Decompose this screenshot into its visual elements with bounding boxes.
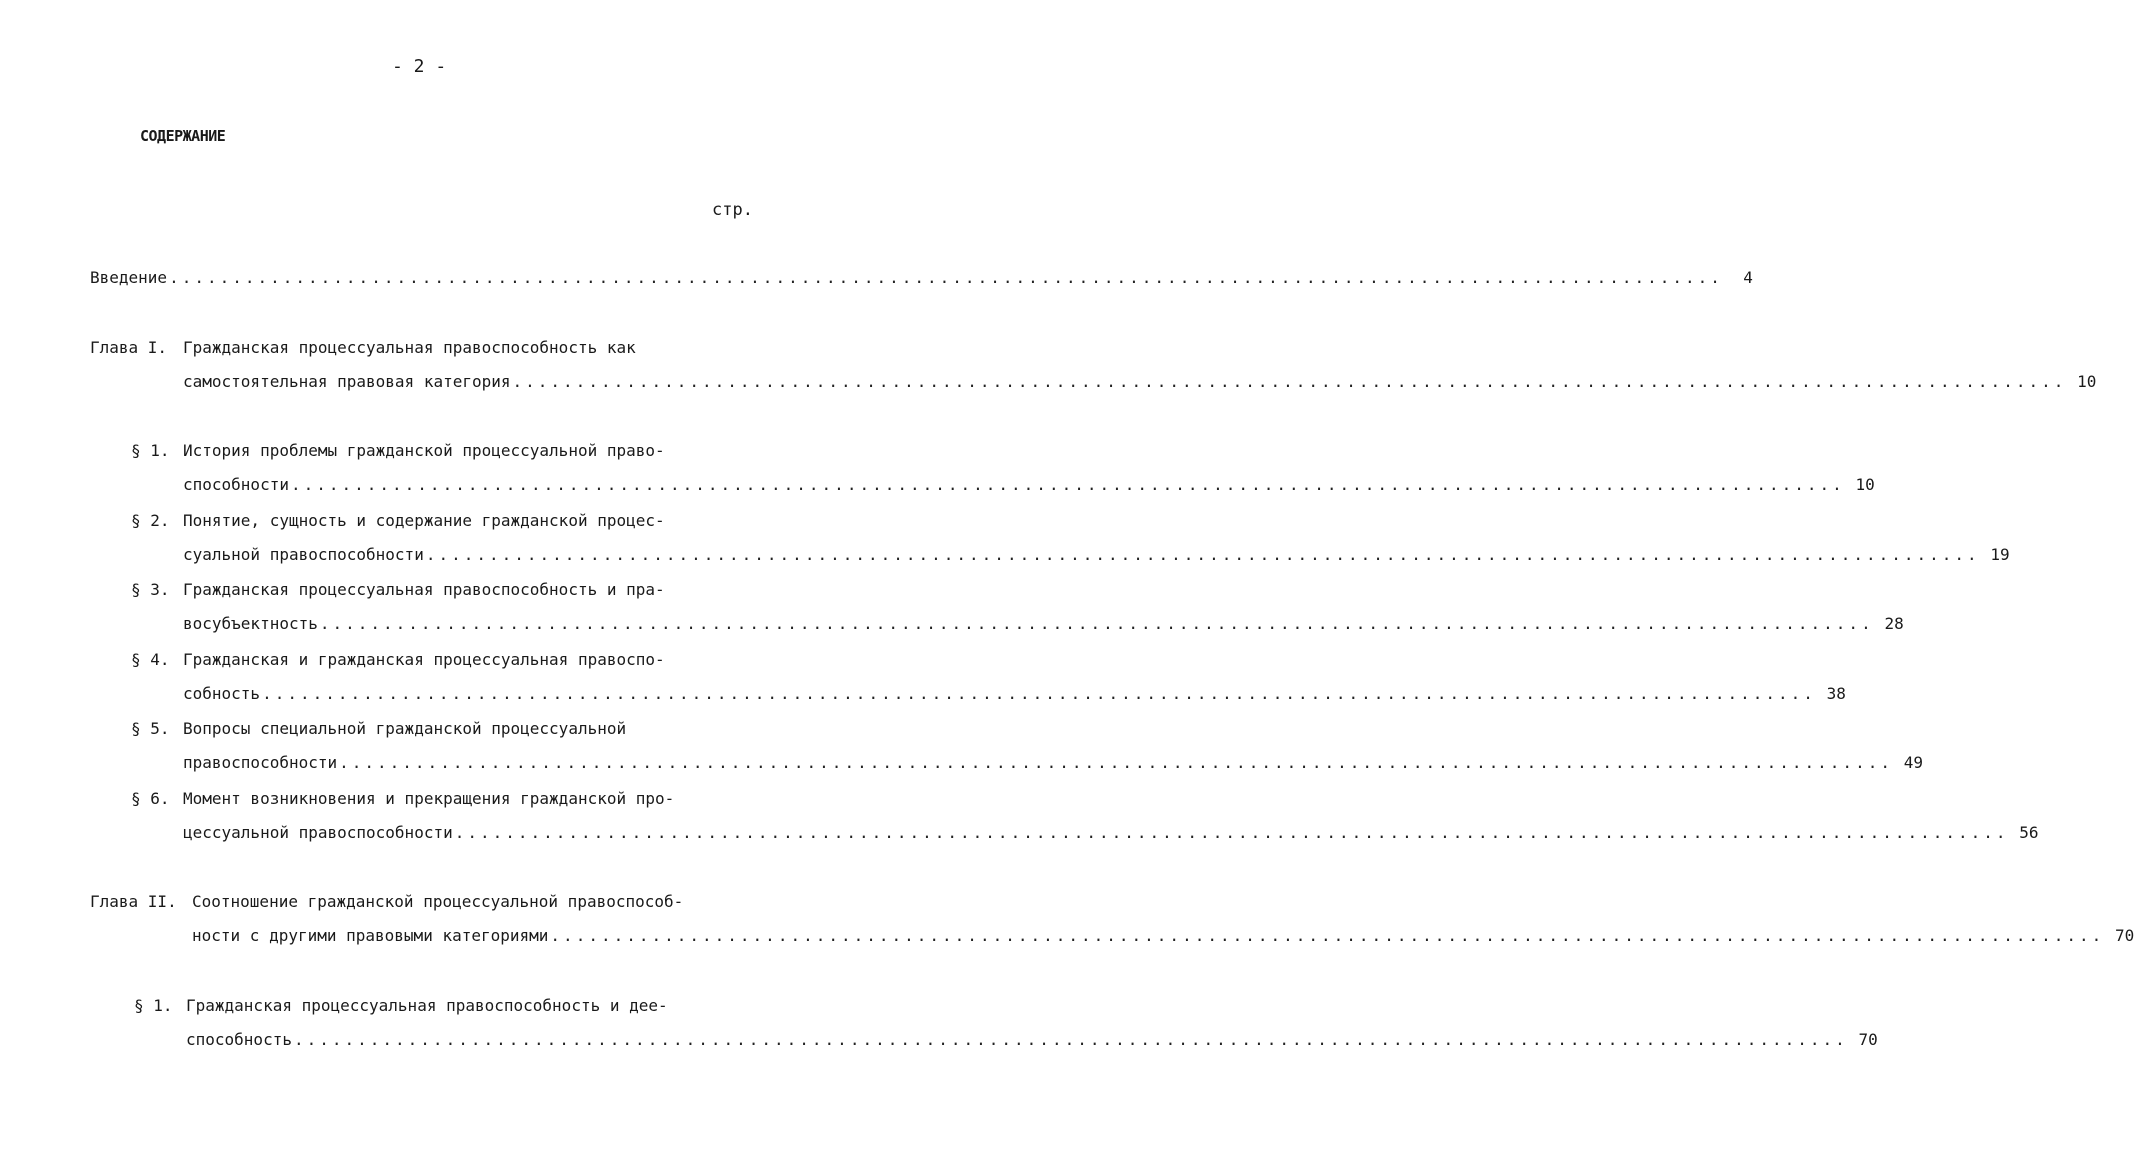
- toc-page-number: 56: [2019, 823, 2039, 842]
- leader-dots: ...........................................................................................................................: [319, 614, 1874, 633]
- toc-entry-ch1-sec1[interactable]: [183, 475, 1875, 494]
- toc-entry-ch1-sec6[interactable]: [183, 823, 2039, 842]
- leader-dots: ...........................................................................................................................: [262, 684, 1816, 703]
- section-mark: § 1.: [134, 996, 173, 1015]
- section-mark: § 3.: [131, 580, 170, 599]
- page-column-label: стр.: [712, 200, 753, 220]
- leader-dots: ...........................................................................................................................: [425, 545, 1980, 564]
- section-mark: § 6.: [131, 789, 170, 808]
- toc-page-number: 10: [1855, 475, 1875, 494]
- leader-dots: ...........................................................................................................................: [169, 268, 1723, 287]
- section-title-line-1: Гражданская и гражданская процессуальная правоспо-: [183, 650, 665, 669]
- chapter-1-prefix: Глава I.: [90, 338, 168, 357]
- section-title-line-2: цессуальной правоспособности: [183, 823, 453, 842]
- leader-dots: ...........................................................................................................................: [290, 475, 1845, 494]
- chapter-1-title-line-2: самостоятельная правовая категория: [183, 372, 511, 391]
- chapter-2-prefix: Глава II.: [90, 892, 177, 911]
- leader-dots: ...........................................................................................................................: [512, 372, 2067, 391]
- toc-entry-chapter-1[interactable]: [183, 372, 2097, 391]
- toc-page-number: 49: [1903, 753, 1923, 772]
- section-title-line-1: Гражданская процессуальная правоспособность и дее-: [186, 996, 668, 1015]
- chapter-1-title-line-1: Гражданская процессуальная правоспособность как: [183, 338, 636, 357]
- section-mark: § 2.: [131, 511, 170, 530]
- toc-page-number: 70: [1858, 1030, 1878, 1049]
- section-title-line-1: История проблемы гражданской процессуальной право-: [183, 441, 665, 460]
- leader-dots: ...........................................................................................................................: [293, 1030, 1848, 1049]
- section-mark: § 5.: [131, 719, 170, 738]
- section-title-line-1: Понятие, сущность и содержание гражданской процес-: [183, 511, 665, 530]
- toc-page-number: 28: [1884, 614, 1904, 633]
- section-title-line-1: Вопросы специальной гражданской процессуальной: [183, 719, 627, 738]
- section-title-line-2: собность: [183, 684, 261, 703]
- section-title-line-2: способности: [183, 475, 289, 494]
- toc-entry-ch1-sec5[interactable]: [183, 753, 1923, 772]
- section-mark: § 4.: [131, 650, 170, 669]
- toc-page-number: 38: [1826, 684, 1846, 703]
- chapter-2-title-line-1: Соотношение гражданской процессуальной правоспособ-: [192, 892, 684, 911]
- toc-page-number: 19: [1990, 545, 2010, 564]
- toc-page-number: 70: [2115, 926, 2134, 945]
- toc-entry-ch1-sec2[interactable]: [183, 545, 2010, 564]
- leader-dots: ...........................................................................................................................: [550, 926, 2105, 945]
- toc-page-number: 10: [2077, 372, 2097, 391]
- section-title-line-2: суальной правоспособности: [183, 545, 424, 564]
- page-number: - 2 -: [392, 56, 447, 77]
- chapter-2-title-line-2: ности с другими правовыми категориями: [192, 926, 549, 945]
- section-title-line-2: способность: [186, 1030, 292, 1049]
- toc-entry-ch1-sec3[interactable]: [183, 614, 1904, 633]
- section-title-line-1: Гражданская процессуальная правоспособность и пра-: [183, 580, 665, 599]
- section-title-line-2: восубъектность: [183, 614, 318, 633]
- toc-entry-ch1-sec4[interactable]: [183, 684, 1846, 703]
- toc-entry-intro[interactable]: [90, 268, 1753, 287]
- toc-entry-label: Введение: [90, 268, 168, 287]
- page-title: СОДЕРЖАНИЕ: [140, 127, 226, 145]
- toc-entry-ch2-sec1[interactable]: [186, 1030, 1878, 1049]
- toc-entry-chapter-2[interactable]: [192, 926, 2134, 945]
- section-title-line-1: Момент возникновения и прекращения гражданской про-: [183, 789, 675, 808]
- section-title-line-2: правоспособности: [183, 753, 338, 772]
- toc-page-number: 4: [1743, 268, 1753, 287]
- section-mark: § 1.: [131, 441, 170, 460]
- leader-dots: ...........................................................................................................................: [454, 823, 2009, 842]
- leader-dots: ...........................................................................................................................: [339, 753, 1893, 772]
